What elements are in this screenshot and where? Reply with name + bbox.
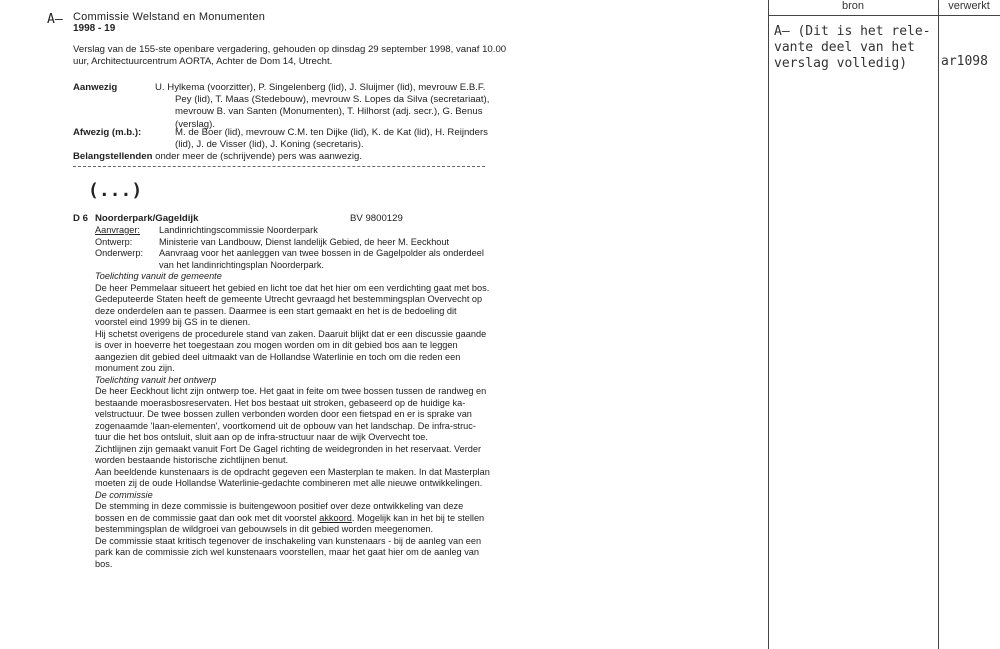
- bron-note: [774, 24, 936, 72]
- column-header-bron: bron: [841, 0, 865, 12]
- section-line-part: bossen en de commissie gaat dan ook met dit voorstel: [95, 512, 320, 523]
- belangstellenden-text: onder meer de (schrijvende) pers was aanwezig.: [152, 151, 363, 162]
- ellipsis: (...): [88, 180, 143, 201]
- section-heading: Toelichting vanuit het ontwerp: [95, 374, 217, 385]
- section-line: De commissie staat kritisch tegenover de inschakeling van kunstenaars - bij de aanleg van een: [95, 535, 482, 546]
- field-row: [95, 225, 535, 237]
- section-heading: Toelichting vanuit de gemeente: [95, 271, 222, 281]
- section-line: moeten zij de oude Hollandse Waterlinie-gedachte combineren met alle nieuwe ontwikkelingen.: [95, 478, 483, 488]
- section-line: tuur die het bos ontsluit, sluit aan op de infra-structuur naar de wijk Overvecht toe.: [95, 432, 428, 442]
- section-line: Zichtlijnen zijn gemaakt vanuit Fort De Gagel richting de weidegronden in het reservaat. Verder: [95, 443, 482, 454]
- intro-line: Verslag van de 155-ste openbare vergadering, gehouden op dinsdag 29 september 1998, vanaf 10.00: [73, 44, 507, 55]
- item-code: D 6: [73, 213, 88, 224]
- section-line: bos.: [95, 558, 113, 569]
- section-line: voorstel eind 1999 bij GS in te dienen.: [95, 317, 251, 327]
- bron-note-line: vante deel van het: [774, 40, 915, 55]
- intro-line: uur, Architectuurcentrum AORTA, Achter de Dom 14, Utrecht.: [73, 56, 333, 68]
- bron-note-line: A— (Dit is het rele-: [774, 24, 931, 39]
- section-line: zogenaamde 'laan-elementen', voortkomend uit de opbouw van het landschap. De infra-struc-: [95, 420, 476, 431]
- section-line: De heer Pemmelaar situeert het gebied en licht toe dat het hier om een verdichting gaat met bos.: [95, 282, 490, 293]
- aanwezig-line: mevrouw B. van Santen (Monumenten), T. Hilhorst (adj. secr.), G. Benus: [175, 106, 483, 118]
- section-line: park kan de commissie zich wel kunstenaars voorstellen, maar het gaat hier om de aanleg van: [95, 547, 480, 557]
- aanwezig-list: [155, 82, 515, 131]
- akkoord-word: akkoord: [319, 512, 352, 523]
- report-number: 1998 - 19: [73, 23, 116, 34]
- section-line: bestemmingsplan de wildgroei van gebouwsels in dit gebied worden meegenomen.: [95, 524, 434, 534]
- field-value-cont: van het landinrichtingsplan Noorderpark.: [159, 259, 324, 270]
- separator-line: [73, 166, 485, 167]
- field-label: Onderwerp:: [95, 248, 144, 258]
- belangstellenden: [73, 151, 513, 163]
- section-line: bestaande moerasbosreservaten. Het bos bestaat uit stroken, gebaseerd op de huidige ka-: [95, 397, 466, 408]
- field-value: Aanvraag voor het aanleggen van twee bossen in de Gagelpolder als onderdeel: [159, 248, 484, 258]
- field-label: Aanvrager:: [95, 225, 140, 235]
- section-line: Hij schetst overigens de procedurele stand van zaken. Daaruit blijkt dat er een discussie gaande: [95, 328, 487, 339]
- aanwezig-line: Pey (lid), T. Maas (Stedebouw), mevrouw S. Lopes da Silva (secretariaat),: [175, 94, 490, 106]
- section-line: Aan beeldende kunstenaars is de opdracht gegeven een Masterplan te maken. In dat Masterplan: [95, 466, 490, 477]
- field-value: Ministerie van Landbouw, Dienst landelijk Gebied, de heer M. Eeckhout: [159, 236, 450, 247]
- field-label: Ontwerp:: [95, 236, 133, 247]
- section-heading: De commissie: [95, 489, 153, 500]
- aanwezig-line: U. Hylkema (voorzitter), P. Singelenberg (lid), J. Sluijmer (lid), mevrouw E.B.F.: [155, 82, 486, 93]
- section-line: velstructuur. De twee bossen zullen verbonden worden door een fietspad en er is sprake van: [95, 409, 472, 419]
- afwezig-line: (lid), J. de Visser (lid), J. Koning (secretaris).: [175, 139, 364, 151]
- section-line: monument zou zijn.: [95, 363, 175, 373]
- section-line: Gedeputeerde Staten heeft de gemeente Utrecht gevraagd het bestemmingsplan Overvecht op: [95, 294, 483, 304]
- section-line: De stemming in deze commissie is buitengewoon positief over deze ontwikkeling van deze: [95, 501, 464, 511]
- intro: [73, 44, 533, 68]
- afwezig-list: [175, 127, 515, 151]
- field-value: Landinrichtingscommissie Noorderpark: [159, 225, 318, 235]
- section-line: De heer Eeckhout licht zijn ontwerp toe. Het gaat in feite om twee bossen tussen de randweg en: [95, 386, 487, 396]
- field-row: [95, 237, 535, 249]
- table-border-middle: [938, 0, 939, 649]
- aanwezig-label: Aanwezig: [73, 82, 118, 93]
- section-line: deze onderdelen aan te passen. Daarmee is een start gemaakt en het is de bedoeling dit: [95, 305, 457, 316]
- table-border-left: [768, 0, 769, 649]
- verwerkt-reference: ar1098: [941, 54, 988, 69]
- organization-name: Commissie Welstand en Monumenten: [73, 11, 266, 23]
- item-sections: [95, 271, 535, 570]
- item-bv-number: BV 9800129: [350, 213, 403, 224]
- aanwezig-line: (verslag).: [175, 118, 215, 130]
- section-line-part: . Mogelijk kan in het bij te stellen: [351, 512, 485, 523]
- column-header-verwerkt: verwerkt: [948, 0, 990, 12]
- belangstellenden-label: Belangstellenden: [73, 151, 153, 162]
- section-line: is over in hoeverre het toegestaan zou mogen worden om in dit gebied bos aan te leggen: [95, 340, 458, 350]
- section-line: aangezien dit gebied deel uitmaakt van de Hollandse Waterlinie en toch om die reden een: [95, 351, 461, 362]
- section-line: [95, 513, 535, 525]
- field-row: [95, 248, 535, 260]
- item-title: Noorderpark/Gageldijk: [95, 213, 199, 224]
- bron-note-line: verslag volledig): [774, 56, 908, 71]
- afwezig-label: Afwezig (m.b.):: [73, 127, 142, 138]
- item-fields: [95, 225, 535, 271]
- table-header-rule: [768, 15, 1000, 16]
- section-line: worden bestaande historische zichtlijnen benut.: [95, 455, 289, 465]
- afwezig-line: M. de Boer (lid), mevrouw C.M. ten Dijke (lid), K. de Kat (lid), H. Reijnders: [175, 127, 488, 138]
- margin-mark: A—: [47, 12, 63, 27]
